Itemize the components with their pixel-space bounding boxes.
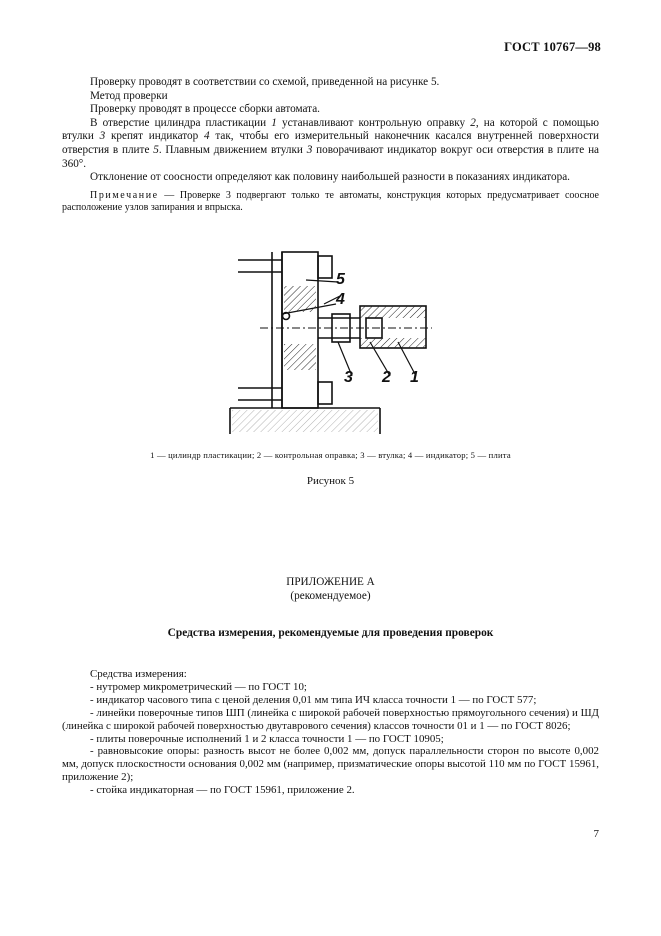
figure-label-4: 4	[336, 291, 345, 308]
list-item: - плиты поверочные исполнений 1 и 2 класса точности 1 — по ГОСТ 10905;	[90, 732, 444, 745]
paragraph-scheme: Проверку проводят в соответствии со схемой, приведенной на рисунке 5.	[90, 76, 440, 88]
appendix-subtitle: (рекомендуемое)	[290, 590, 371, 602]
figure-label-1: 1	[410, 369, 419, 386]
figure-label-3: 3	[344, 369, 353, 386]
figure-label-2: 2	[382, 369, 391, 386]
list-item: - индикатор часового типа с ценой деления 0,01 мм типа ИЧ класса точности 1 — по ГОСТ 577;	[90, 693, 537, 706]
note	[62, 190, 599, 215]
list-item: - нутромер микрометрический — по ГОСТ 10;	[90, 680, 307, 693]
list-item: - стойка индикаторная — по ГОСТ 15961, приложение 2.	[90, 784, 355, 797]
list-intro: Средства измерения:	[90, 668, 187, 680]
paragraph-procedure: В отверстие цилиндра пластикации 1 устанавливают контрольную оправку 2, на которой с помощью втулки 3 крепят индикатор 4 так, чтобы его измерительный наконечник касался внутренней поверхности отверстия в плите 5. Плавным движением втулки 3 поворачивают индикатор вокруг оси отверстия в плите на 360°.	[62, 116, 600, 170]
paragraph-deviation: Отклонение от соосности определяют как половину наибольшей разности в показаниях индикатора.	[90, 171, 570, 184]
paragraph-method-title: Метод проверки	[90, 89, 168, 102]
appendix-heading: Средства измерения, рекомендуемые для проведения проверок	[167, 627, 494, 639]
list-item: - линейки поверочные типов ШП (линейка с широкой рабочей поверхностью прямоугольного сечения) и ШД (линейка с широкой рабочей поверхностью двутаврового сечения) классов точности 01 и 1 — по ГОСТ 8026;	[62, 706, 599, 732]
figure-legend: 1 — цилиндр пластикации; 2 — контрольная оправка; 3 — втулка; 4 — индикатор; 5 — плита	[150, 450, 511, 460]
main-text	[62, 76, 599, 215]
figure-caption: Рисунок 5	[306, 475, 355, 487]
appendix-title-block	[62, 575, 599, 603]
appendix-title: ПРИЛОЖЕНИЕ А	[286, 576, 375, 588]
list-item: - равновысокие опоры: разность высот не более 0,002 мм, допуск параллельности сторон по высоте 0,002 мм, допуск плоскостности основания 0,002 мм (например, призматические опоры высотой 110 мм по ГОСТ 15961, приложение 2);	[62, 745, 599, 784]
figure-5-scheme	[220, 246, 450, 442]
paragraph-assembly: Проверку проводят в процессе сборки автомата.	[90, 103, 320, 116]
note-text: — Проверке 3 подвергают только те автоматы, конструкция которых предусматривает соосное расположение узлов запирания и впрыска.	[62, 189, 599, 214]
figure-label-5: 5	[336, 271, 345, 288]
instruments-list	[62, 668, 599, 797]
document-header: ГОСТ 10767—98	[504, 40, 601, 54]
page-number: 7	[593, 828, 599, 840]
note-label: Примечание	[90, 189, 159, 201]
